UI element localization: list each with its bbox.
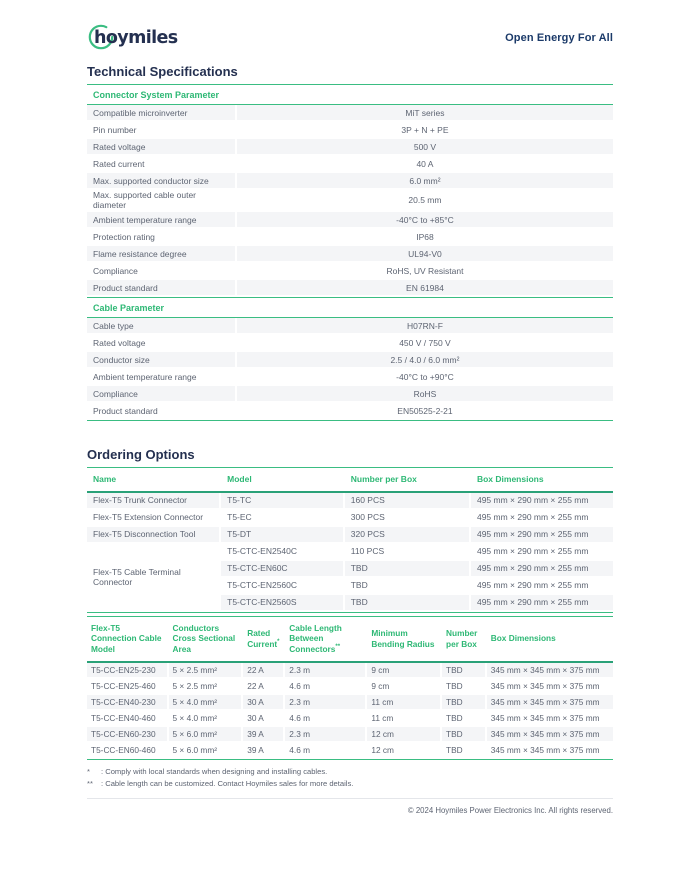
footnote-1 <box>87 766 613 778</box>
table-row <box>87 139 613 156</box>
spec-value: 20.5 mm <box>237 190 613 212</box>
spec-value: -40°C to +90°C <box>237 369 613 386</box>
table-row <box>87 711 613 727</box>
cell-model: T5-TC <box>221 493 345 510</box>
table-row <box>87 527 613 544</box>
col-header-number-per-box: Number per Box <box>442 617 487 663</box>
spec-value: EN50525-2-21 <box>237 403 613 420</box>
table-row <box>87 663 613 679</box>
spec-value: 6.0 mm² <box>237 173 613 190</box>
cell-dim: 495 mm × 290 mm × 255 mm <box>471 578 613 595</box>
cell-model: T5-CTC-EN60C <box>221 561 345 578</box>
cell-cable-model: T5-CC-EN40-460 <box>87 711 169 727</box>
cell-cable-model: T5-CC-EN60-460 <box>87 743 169 759</box>
cell-dim: 495 mm × 290 mm × 255 mm <box>471 493 613 510</box>
table-row <box>87 510 613 527</box>
cell-qty: TBD <box>442 695 487 711</box>
spec-label: Pin number <box>87 122 237 139</box>
cell-area: 5 × 6.0 mm² <box>169 743 244 759</box>
hoymiles-logo <box>87 20 187 57</box>
col-header-rated-current: Rated Current* <box>243 617 285 663</box>
table-row <box>87 105 613 122</box>
cell-qty: TBD <box>345 595 471 612</box>
cell-dim: 495 mm × 290 mm × 255 mm <box>471 527 613 544</box>
cable-parameter-table <box>87 318 613 421</box>
spec-label: Product standard <box>87 403 237 420</box>
brand-tagline: Open Energy For All <box>505 32 613 44</box>
footnote-marker: * <box>87 766 90 776</box>
copyright-text: © 2024 Hoymiles Power Electronics Inc. All rights reserved. <box>407 806 613 816</box>
table-row <box>87 493 613 510</box>
table-row <box>87 122 613 139</box>
section-title-cable-parameter: Cable Parameter <box>87 298 613 318</box>
cell-current: 22 A <box>243 679 285 695</box>
cell-area: 5 × 4.0 mm² <box>169 711 244 727</box>
col-header-bending-radius: Minimum Bending Radius <box>367 617 442 663</box>
cell-length: 4.6 m <box>285 679 367 695</box>
table-row <box>87 544 613 561</box>
ordering-options-heading: Ordering Options <box>87 447 613 468</box>
cell-cable-model: T5-CC-EN25-230 <box>87 663 169 679</box>
col-header-cross-sectional-area: Conductors Cross Sectional Area <box>169 617 244 663</box>
cell-radius: 9 cm <box>367 663 442 679</box>
table-row <box>87 229 613 246</box>
footnote-ref: ** <box>335 644 341 651</box>
spec-label: Rated voltage <box>87 335 237 352</box>
col-header-model: Model <box>221 468 345 493</box>
col-header-number-per-box: Number per Box <box>345 468 471 493</box>
table-row <box>87 212 613 229</box>
cell-qty: TBD <box>442 679 487 695</box>
spec-label: Product standard <box>87 280 237 297</box>
cell-dim: 345 mm × 345 mm × 375 mm <box>487 679 613 695</box>
table-row <box>87 280 613 297</box>
cell-current: 22 A <box>243 663 285 679</box>
cell-length: 2.3 m <box>285 727 367 743</box>
cell-name-merged: Flex-T5 Cable Terminal Connector <box>87 544 221 612</box>
footnote-marker: ** <box>87 779 93 789</box>
cell-cable-model: T5-CC-EN60-230 <box>87 727 169 743</box>
cell-length: 2.3 m <box>285 695 367 711</box>
cell-qty: TBD <box>442 727 487 743</box>
cell-name: Flex-T5 Disconnection Tool <box>87 527 221 544</box>
cell-qty: 300 PCS <box>345 510 471 527</box>
cell-length: 4.6 m <box>285 743 367 759</box>
cell-cable-model: T5-CC-EN25-460 <box>87 679 169 695</box>
cell-area: 5 × 2.5 mm² <box>169 679 244 695</box>
cell-radius: 12 cm <box>367 743 442 759</box>
spec-label: Cable type <box>87 318 237 335</box>
table-row <box>87 727 613 743</box>
cell-area: 5 × 6.0 mm² <box>169 727 244 743</box>
logo-text: hoymiles <box>94 27 178 48</box>
cell-dim: 345 mm × 345 mm × 375 mm <box>487 727 613 743</box>
cell-qty: TBD <box>345 561 471 578</box>
spec-label: Flame resistance degree <box>87 246 237 263</box>
table-row <box>87 679 613 695</box>
spec-value: H07RN-F <box>237 318 613 335</box>
cell-dim: 495 mm × 290 mm × 255 mm <box>471 544 613 561</box>
col-header-cable-length: Cable Length Between Connectors** <box>285 617 367 663</box>
table-row <box>87 352 613 369</box>
spec-label: Conductor size <box>87 352 237 369</box>
cell-area: 5 × 4.0 mm² <box>169 695 244 711</box>
cell-dim: 345 mm × 345 mm × 375 mm <box>487 743 613 759</box>
spec-label: Rated current <box>87 156 237 173</box>
cell-length: 4.6 m <box>285 711 367 727</box>
spec-value: IP68 <box>237 229 613 246</box>
cell-radius: 11 cm <box>367 695 442 711</box>
col-header-name: Name <box>87 468 221 493</box>
footnote-text: : Cable length can be customized. Contact Hoymiles sales for more details. <box>101 779 354 789</box>
spec-label: Max. supported conductor size <box>87 173 237 190</box>
footnote-text: : Comply with local standards when designing and installing cables. <box>101 766 328 776</box>
table-row <box>87 190 613 212</box>
spec-label: Ambient temperature range <box>87 212 237 229</box>
cell-cable-model: T5-CC-EN40-230 <box>87 695 169 711</box>
cell-model: T5-DT <box>221 527 345 544</box>
table-row <box>87 173 613 190</box>
table-header-row <box>87 617 613 663</box>
table-row <box>87 403 613 420</box>
footnote-ref: * <box>277 639 280 646</box>
spec-label: Ambient temperature range <box>87 369 237 386</box>
page-header <box>87 22 613 54</box>
cell-name: Flex-T5 Trunk Connector <box>87 493 221 510</box>
hoymiles-logo-icon <box>87 20 187 52</box>
cell-radius: 9 cm <box>367 679 442 695</box>
cell-dim: 345 mm × 345 mm × 375 mm <box>487 663 613 679</box>
technical-specifications-heading: Technical Specifications <box>87 64 613 85</box>
table-row <box>87 743 613 759</box>
spec-value: 3P + N + PE <box>237 122 613 139</box>
cell-area: 5 × 2.5 mm² <box>169 663 244 679</box>
cell-model: T5-CTC-EN2560S <box>221 595 345 612</box>
spec-value: -40°C to +85°C <box>237 212 613 229</box>
cell-model: T5-EC <box>221 510 345 527</box>
ordering-table-connectors <box>87 468 613 613</box>
col-header-cable-model: Flex-T5 Connection Cable Model <box>87 617 169 663</box>
cell-model: T5-CTC-EN2540C <box>221 544 345 561</box>
col-header-box-dimensions: Box Dimensions <box>471 468 613 493</box>
spec-value: 450 V / 750 V <box>237 335 613 352</box>
section-title-connector-system: Connector System Parameter <box>87 85 613 105</box>
cell-dim: 495 mm × 290 mm × 255 mm <box>471 561 613 578</box>
cell-qty: TBD <box>442 663 487 679</box>
col-header-box-dimensions: Box Dimensions <box>487 617 613 663</box>
cell-radius: 12 cm <box>367 727 442 743</box>
table-row <box>87 386 613 403</box>
connection-cable-table-wrap <box>87 616 613 760</box>
cell-qty: 110 PCS <box>345 544 471 561</box>
cell-qty: TBD <box>442 743 487 759</box>
cell-qty: TBD <box>442 711 487 727</box>
cell-current: 39 A <box>243 727 285 743</box>
spec-value: EN 61984 <box>237 280 613 297</box>
spec-label: Compliance <box>87 263 237 280</box>
spec-value: RoHS <box>237 386 613 403</box>
cell-dim: 345 mm × 345 mm × 375 mm <box>487 695 613 711</box>
cell-dim: 495 mm × 290 mm × 255 mm <box>471 595 613 612</box>
spec-label: Max. supported cable outer diameter <box>87 190 237 212</box>
cell-model: T5-CTC-EN2560C <box>221 578 345 595</box>
table-row <box>87 335 613 352</box>
cell-qty: 160 PCS <box>345 493 471 510</box>
table-row <box>87 695 613 711</box>
cell-qty: TBD <box>345 578 471 595</box>
cell-current: 30 A <box>243 711 285 727</box>
spec-label: Rated voltage <box>87 139 237 156</box>
footnote-2 <box>87 778 613 790</box>
spec-value: UL94-V0 <box>237 246 613 263</box>
spec-label: Compatible microinverter <box>87 105 237 122</box>
cell-current: 30 A <box>243 695 285 711</box>
ordering-table-connection-cables <box>87 617 613 760</box>
spec-value: RoHS, UV Resistant <box>237 263 613 280</box>
cell-dim: 495 mm × 290 mm × 255 mm <box>471 510 613 527</box>
cell-qty: 320 PCS <box>345 527 471 544</box>
spec-label: Protection rating <box>87 229 237 246</box>
spec-value: 40 A <box>237 156 613 173</box>
table-row <box>87 263 613 280</box>
table-header-row <box>87 468 613 493</box>
cell-name: Flex-T5 Extension Connector <box>87 510 221 527</box>
cell-length: 2.3 m <box>285 663 367 679</box>
connector-system-parameter-table <box>87 105 613 298</box>
cell-dim: 345 mm × 345 mm × 375 mm <box>487 711 613 727</box>
spec-value: 500 V <box>237 139 613 156</box>
cell-current: 39 A <box>243 743 285 759</box>
table-row <box>87 156 613 173</box>
footer-divider <box>87 798 613 799</box>
spec-value: 2.5 / 4.0 / 6.0 mm² <box>237 352 613 369</box>
table-row <box>87 369 613 386</box>
cell-radius: 11 cm <box>367 711 442 727</box>
footnotes <box>87 766 613 790</box>
table-row <box>87 318 613 335</box>
table-row <box>87 246 613 263</box>
spec-label: Compliance <box>87 386 237 403</box>
spec-value: MiT series <box>237 105 613 122</box>
